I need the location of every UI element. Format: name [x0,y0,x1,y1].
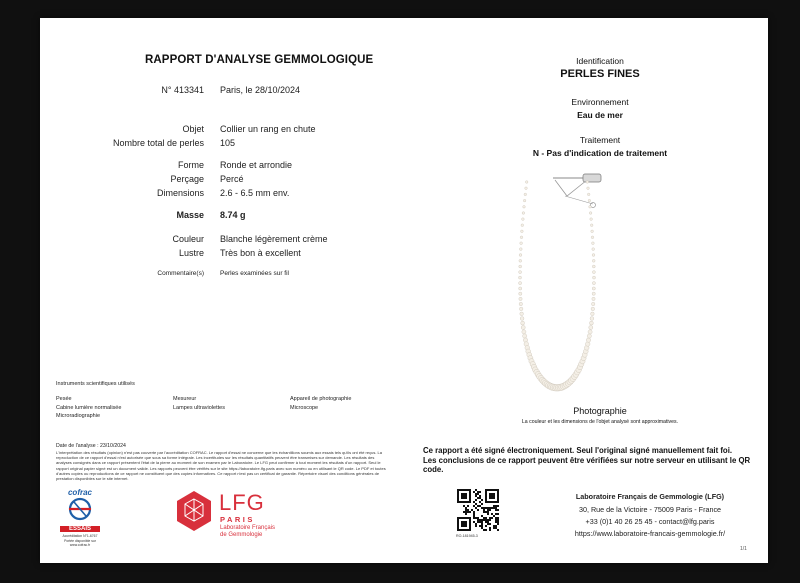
pearl [523,199,526,202]
pearl [520,236,523,239]
pearl [588,330,592,334]
pearl [522,330,526,334]
report-number: N° 413341 [161,85,204,95]
pearl [519,276,522,279]
value-dimensions: 2.6 - 6.5 mm env. [220,188,290,198]
pearl [592,259,595,262]
value-objet: Collier un rang en chute [220,124,316,134]
cofrac-site: www.cofrac.fr [69,543,91,547]
label-objet: Objet [182,124,204,134]
report-place-date: Paris, le 28/10/2024 [220,85,301,95]
value-forme: Ronde et arrondie [220,160,293,170]
pearl [521,230,524,233]
cofrac-brand: cofrac [67,488,92,497]
pearl [590,224,593,227]
pearl [593,276,596,279]
pearl [519,254,522,257]
lfg-subtitle-line: Laboratoire Français [220,525,276,531]
lab-address: 30, Rue de la Victoire - 75009 Paris - France [578,505,722,514]
instrument-item: Microscope [290,404,319,411]
pearl [588,199,591,202]
pearl [519,271,522,274]
photo-label: Photographie [573,406,627,416]
pearl [519,265,522,268]
pearl [521,321,525,325]
pearl [589,206,592,209]
pearl [592,248,595,251]
pearl [590,218,593,221]
lfg-subtitle-line: de Gemmologie [220,532,263,538]
qr-code-label: RO-181945-3 [456,534,478,538]
label-lustre: Lustre [178,248,204,258]
pearl [519,287,522,290]
signature-line-2: Les conclusions de ce rapport peuvent être vérifiées sur notre serveur en utilisant le QR code. [423,456,751,474]
pearl [592,271,595,274]
lab-url[interactable]: https://www.laboratoire-francais-gemmologie.fr/ [574,529,726,538]
report-title: RAPPORT D'ANALYSE GEMMOLOGIQUE [145,54,374,66]
pearl [587,187,590,190]
pearl [523,334,527,338]
instrument-item: Lampes ultraviolettes [173,404,225,411]
photo-caption: La couleur et les dimensions de l'objet analysé sont approximatives. [521,419,679,425]
value-commentaires: Perles examinées sur fil [220,270,289,277]
pearl [519,297,522,300]
pearl [525,181,528,184]
cofrac-info [60,534,100,548]
pearl [521,325,525,329]
label-nombre: Nombre total de perles [112,138,204,148]
cofrac-accreditation: Accréditation N°1-6767 [62,534,98,538]
pearl [592,282,595,285]
pearl [519,302,522,305]
pearl [521,224,524,227]
pearl [520,317,524,321]
pearl [587,334,591,338]
pearl [592,242,595,245]
value-couleur: Blanche légèrement crème [220,234,328,244]
label-forme: Forme [177,160,204,170]
pearl [585,342,590,347]
lfg-brand: LFG [219,490,265,515]
pearl [592,265,595,268]
instrument-item: Appareil de photographie [290,396,352,402]
pearl [523,206,526,209]
pearl [519,248,522,251]
instrument-item: Pesée [56,396,72,402]
analysis-disclaimer: L'interprétation des résultats (opinion) n'est pas couverte par l'accréditation COFRAC. Le rapport d'essai ne concerne que les échantillons soumis aux essais tels qu'ils ont été reçus. La reproduction de ce rapport d'essai n'est autorisée que sous sa forme intégrale. Les incertitudes sur les résultats quantitatifs peuvent être transmises sur demande. Les résultats des analyses consignés dans ce rapport présentent l'état de la pierre au moment de son examen par le Laboratoire. Le LFG peut confirmer à tout moment les résultats d'un rapport. Seul le rapport original papier signé est un document valide. Les rapports peuvent être vérifiés sur le site https://laboratoire.lfg.paris avec son numéro ou en utilisant le QR code. Le PDF et toutes d'autres copies ou reproductions de ce rapport ne constituent que des copies informatives. Ce rapport n'est pas un certificat de garantie. Répertoire visuel des conditions générales de prestation disponibles sur le site internet. [56,450,386,482]
label-percage: Perçage [170,174,204,184]
pearl [522,218,525,221]
instrument-item: Mesureur [173,396,197,402]
environment-label: Environnement [571,97,629,107]
report-sheet [40,18,768,563]
pearl [591,312,595,316]
label-masse: Masse [176,210,204,220]
pearl [592,292,595,295]
pearl [524,193,527,196]
label-dimensions: Dimensions [156,188,204,198]
environment-value: Eau de mer [577,110,623,120]
lfg-logo [175,490,295,552]
label-couleur: Couleur [172,234,204,244]
pearl [591,302,594,305]
instruments-col1 [56,395,121,421]
pearl [522,212,525,215]
pearl [519,282,522,285]
pearl [591,307,595,311]
pearl [519,292,522,295]
value-percage: Percé [220,174,244,184]
value-lustre: Très bon à excellent [220,248,301,258]
value-masse: 8.74 g [220,210,246,220]
pearl [592,254,595,257]
pearl [519,307,523,311]
necklace-clasp [553,174,601,208]
pearl [592,287,595,290]
pearl [520,242,523,245]
pearl [590,317,594,321]
value-nombre: 105 [220,138,236,148]
cofrac-portee: Portée disponible sur [64,538,96,543]
cofrac-essais: ESSAIS [60,526,100,532]
page-number: 1/1 [740,546,747,552]
cofrac-emblem-icon [60,497,100,521]
qr-code-icon[interactable] [456,488,500,532]
pearl [525,187,528,190]
lab-contact: +33 (0)1 40 26 25 45 - contact@lfg.paris [585,517,715,526]
instrument-item: Cabine lumière normalisée [56,404,122,411]
cofrac-logo [60,488,100,548]
lfg-city: PARIS [220,515,255,524]
lfg-hexagon-icon [175,490,213,532]
pearl [586,338,590,342]
pearl [519,259,522,262]
pearl [589,325,593,329]
label-commentaires: Commentaire(s) [157,270,204,277]
pearl [589,321,593,325]
instruments-col3 [290,395,351,412]
signature-line-1: Ce rapport a été signé électroniquement. Seul l'original signé manuellement fait foi. [423,446,733,455]
necklace-photo [495,168,620,408]
lfg-subtitle [220,525,275,539]
pearl [589,212,592,215]
pearl [586,181,589,184]
lab-name: Laboratoire Français de Gemmologie (LFG) [575,492,725,501]
pearl [520,312,524,316]
identification-label: Identification [576,56,624,66]
pearl-strand [519,181,596,391]
pearl [591,230,594,233]
pearl [587,193,590,196]
instrument-item: Microradiographie [56,413,101,419]
identification-value: PERLES FINES [560,68,640,80]
treatment-label: Traitement [579,135,621,145]
pearl [591,236,594,239]
pearl [592,297,595,300]
instruments-heading: Instruments scientifiques utilisés [56,381,135,387]
instruments-col2 [173,395,225,412]
treatment-value: N - Pas d'indication de traitement [532,148,668,158]
analysis-date: Date de l'analyse : 23/10/2024 [56,443,126,449]
